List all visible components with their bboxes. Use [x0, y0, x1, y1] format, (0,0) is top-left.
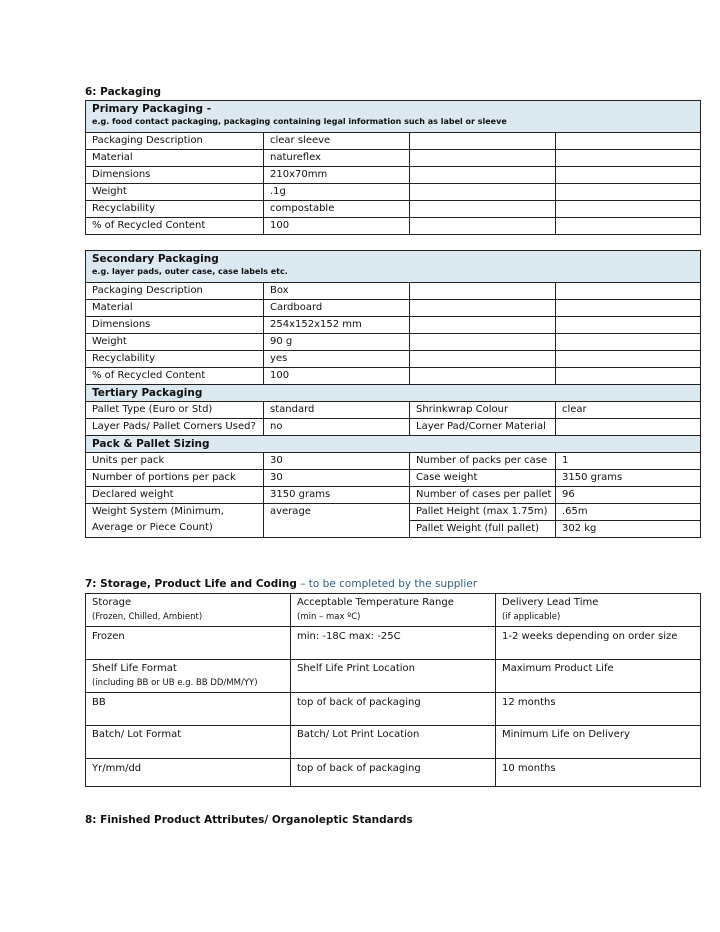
- section-7-title-note: – to be completed by the supplier: [296, 578, 478, 590]
- row-value-2: clear: [556, 402, 701, 419]
- table-row: [86, 283, 701, 300]
- row-value: yes: [264, 351, 410, 368]
- row-value: clear sleeve: [264, 133, 410, 150]
- tertiary-packaging-heading: Tertiary Packaging: [86, 385, 701, 402]
- row-label: Declared weight: [86, 487, 264, 504]
- empty-cell: [410, 317, 556, 334]
- pallet-weight-value: 302 kg: [556, 521, 701, 538]
- empty-cell: [556, 351, 701, 368]
- row-value-2: 1: [556, 453, 701, 470]
- row-value: 30: [264, 453, 410, 470]
- row-value-2: [556, 419, 701, 436]
- row-label: Layer Pads/ Pallet Corners Used?: [86, 419, 264, 436]
- row-value: 254x152x152 mm: [264, 317, 410, 334]
- row-value: compostable: [264, 201, 410, 218]
- row-label-2: Number of packs per case: [410, 453, 556, 470]
- pallet-height-label: Pallet Height (max 1.75m): [410, 504, 556, 521]
- table-row: [86, 351, 701, 368]
- table-row: [86, 487, 701, 504]
- pack-pallet-sizing-heading: Pack & Pallet Sizing: [86, 436, 701, 453]
- storage-header-cell: [291, 594, 496, 627]
- storage-header-cell: [291, 660, 496, 693]
- row-value: 30: [264, 470, 410, 487]
- storage-product-life-table: [85, 593, 701, 787]
- row-value-2: 3150 grams: [556, 470, 701, 487]
- row-value: Cardboard: [264, 300, 410, 317]
- storage-value-row: [86, 759, 701, 787]
- empty-cell: [410, 300, 556, 317]
- weight-system-label-line-2: Average or Piece Count): [92, 522, 213, 533]
- row-value: Box: [264, 283, 410, 300]
- storage-value-row: [86, 693, 701, 726]
- storage-header-note: (including BB or UB e.g. BB DD/MM/YY): [92, 678, 258, 688]
- storage-header-note: (Frozen, Chilled, Ambient): [92, 612, 203, 622]
- storage-value-cell: BB: [86, 693, 291, 726]
- table-row: [86, 201, 701, 218]
- empty-cell: [410, 283, 556, 300]
- storage-header-row: [86, 660, 701, 693]
- storage-header-label: Delivery Lead Time: [502, 597, 599, 608]
- empty-cell: [556, 150, 701, 167]
- empty-cell: [556, 317, 701, 334]
- row-value: standard: [264, 402, 410, 419]
- storage-value-cell: top of back of packaging: [291, 693, 496, 726]
- row-label: Packaging Description: [86, 133, 264, 150]
- empty-cell: [410, 368, 556, 385]
- empty-cell: [556, 167, 701, 184]
- storage-header-row: [86, 726, 701, 759]
- row-value: 210x70mm: [264, 167, 410, 184]
- storage-value-cell: Yr/mm/dd: [86, 759, 291, 787]
- row-label-2: Case weight: [410, 470, 556, 487]
- table-row: [86, 184, 701, 201]
- row-label: Recyclability: [86, 201, 264, 218]
- storage-header-cell: [496, 660, 701, 693]
- empty-cell: [410, 218, 556, 235]
- storage-header-label: Batch/ Lot Print Location: [297, 729, 420, 740]
- row-value: no: [264, 419, 410, 436]
- row-label: Recyclability: [86, 351, 264, 368]
- empty-cell: [556, 283, 701, 300]
- storage-header-cell: [496, 726, 701, 759]
- storage-header-cell: [86, 726, 291, 759]
- primary-packaging-table: [85, 100, 701, 235]
- storage-value-cell: 1-2 weeks depending on order size: [496, 627, 701, 660]
- pallet-height-value: .65m: [556, 504, 701, 521]
- table-row: [86, 470, 701, 487]
- storage-header-cell: [496, 594, 701, 627]
- storage-header-label: Storage: [92, 597, 132, 608]
- row-label-2: Layer Pad/Corner Material: [410, 419, 556, 436]
- secondary-packaging-subheading: e.g. layer pads, outer case, case labels etc.: [92, 267, 288, 276]
- row-label: Material: [86, 150, 264, 167]
- empty-cell: [410, 201, 556, 218]
- section-8-title: 8: Finished Product Attributes/ Organoleptic Standards: [85, 814, 413, 826]
- section-7-title: [85, 578, 477, 590]
- row-label: Number of portions per pack: [86, 470, 264, 487]
- empty-cell: [556, 334, 701, 351]
- storage-value-row: [86, 627, 701, 660]
- storage-header-cell: [86, 594, 291, 627]
- pallet-weight-label: Pallet Weight (full pallet): [410, 521, 556, 538]
- empty-cell: [556, 184, 701, 201]
- row-label: Units per pack: [86, 453, 264, 470]
- row-value: 3150 grams: [264, 487, 410, 504]
- empty-cell: [556, 368, 701, 385]
- row-label: Dimensions: [86, 317, 264, 334]
- storage-header-note: (min – max ºC): [297, 612, 361, 622]
- table-row: [86, 218, 701, 235]
- table-row: [86, 368, 701, 385]
- section-7-title-text: 7: Storage, Product Life and Coding: [85, 578, 297, 590]
- empty-cell: [556, 201, 701, 218]
- empty-cell: [410, 167, 556, 184]
- storage-header-cell: [291, 726, 496, 759]
- primary-packaging-subheading: e.g. food contact packaging, packaging containing legal information such as label or sleeve: [92, 117, 507, 126]
- storage-value-cell: 12 months: [496, 693, 701, 726]
- table-row: [86, 334, 701, 351]
- table-row: [86, 419, 701, 436]
- storage-value-cell: min: -18C max: -25C: [291, 627, 496, 660]
- empty-cell: [556, 300, 701, 317]
- storage-header-row: [86, 594, 701, 627]
- row-label: Material: [86, 300, 264, 317]
- storage-header-label: Acceptable Temperature Range: [297, 597, 454, 608]
- empty-cell: [556, 133, 701, 150]
- weight-system-label: [86, 504, 264, 538]
- table-row: [86, 150, 701, 167]
- empty-cell: [410, 133, 556, 150]
- table-row: [86, 167, 701, 184]
- table-row: [86, 317, 701, 334]
- storage-header-cell: [86, 660, 291, 693]
- row-label: % of Recycled Content: [86, 368, 264, 385]
- row-value: 100: [264, 368, 410, 385]
- row-value: 90 g: [264, 334, 410, 351]
- row-label: Pallet Type (Euro or Std): [86, 402, 264, 419]
- storage-header-label: Shelf Life Print Location: [297, 663, 415, 674]
- section-6-title: 6: Packaging: [85, 86, 162, 98]
- table-row: [86, 300, 701, 317]
- storage-value-cell: top of back of packaging: [291, 759, 496, 787]
- row-label: Weight: [86, 184, 264, 201]
- storage-header-label: Batch/ Lot Format: [92, 729, 182, 740]
- row-value: 100: [264, 218, 410, 235]
- primary-packaging-header: [86, 101, 701, 133]
- row-value-2: 96: [556, 487, 701, 504]
- weight-system-value: average: [264, 504, 410, 538]
- empty-cell: [410, 150, 556, 167]
- empty-cell: [556, 218, 701, 235]
- empty-cell: [410, 351, 556, 368]
- storage-value-cell: 10 months: [496, 759, 701, 787]
- weight-system-label-line-1: Weight System (Minimum,: [92, 506, 224, 517]
- storage-header-note: (if applicable): [502, 612, 561, 622]
- row-label: Packaging Description: [86, 283, 264, 300]
- storage-header-label: Shelf Life Format: [92, 663, 177, 674]
- table-row: [86, 133, 701, 150]
- row-label-2: Shrinkwrap Colour: [410, 402, 556, 419]
- table-row: [86, 402, 701, 419]
- row-value: natureflex: [264, 150, 410, 167]
- empty-cell: [410, 334, 556, 351]
- primary-packaging-heading: Primary Packaging -: [92, 103, 212, 115]
- storage-header-label: Minimum Life on Delivery: [502, 729, 630, 740]
- secondary-packaging-table: [85, 250, 701, 538]
- row-label: Weight: [86, 334, 264, 351]
- secondary-packaging-header: [86, 251, 701, 283]
- storage-value-cell: Frozen: [86, 627, 291, 660]
- row-value: .1g: [264, 184, 410, 201]
- storage-header-label: Maximum Product Life: [502, 663, 614, 674]
- row-label-2: Number of cases per pallet: [410, 487, 556, 504]
- table-row: [86, 453, 701, 470]
- table-row: [86, 504, 701, 521]
- row-label: % of Recycled Content: [86, 218, 264, 235]
- row-label: Dimensions: [86, 167, 264, 184]
- secondary-packaging-heading: Secondary Packaging: [92, 253, 219, 265]
- empty-cell: [410, 184, 556, 201]
